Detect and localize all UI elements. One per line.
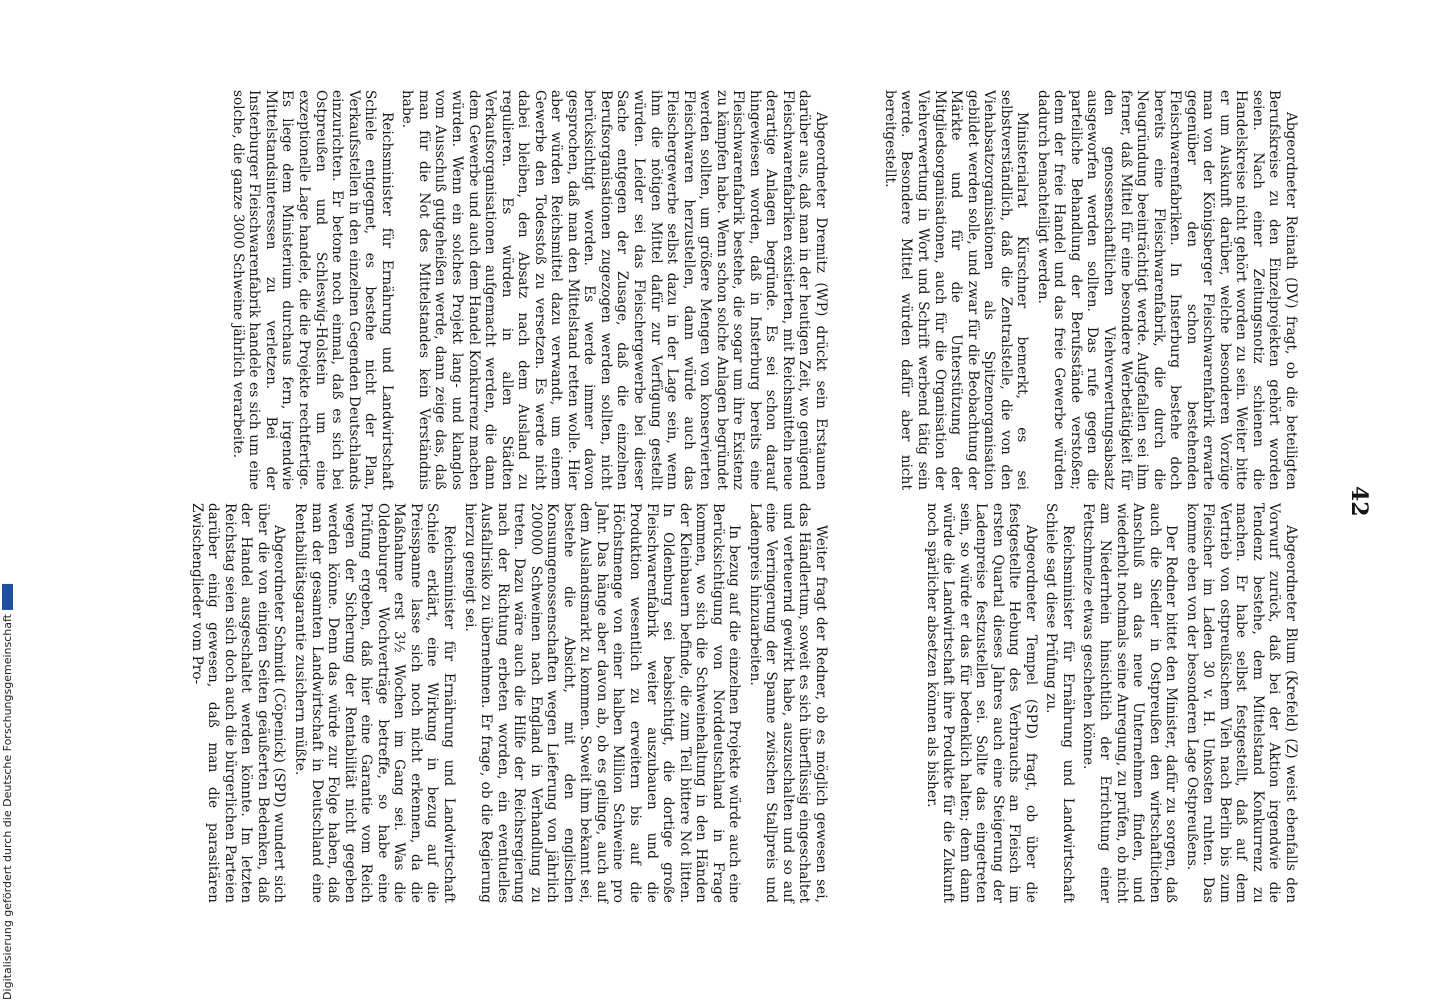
- dfg-logo: [2, 584, 13, 610]
- text-column-left-top: [881, 90, 1299, 490]
- paragraph: Abgeordneter Reinath (DV) fragt, ob die beteiligten Berufskreise zu den Einzelprojekten gehört worden seien. Nach einer Zeitungsnotiz schienen die Handelskreise nicht gehört worden zu sein. Weiter bitte er um Auskunft darüber, welche besonderen Vorzüge man von der Königsberger Fleischwarenfabrik erwarte gegenüber den schon bestehenden Fleischwarenfabriken. In Insterburg bestehe doch bereits eine Fleischwarenfabrik, die durch die Neugründung beeinträchtigt werde. Aufgefallen sei ihm ferner, daß Mittel für eine besondere Werbetätigkeit für den genossenschaftlichen Viehverwertungsabsatz ausgeworfen werden sollten. Das rufe gegen die parteiliche Behandlung der Berufsstände verstoßen; denn der freie Handel und das freie Gewerbe würden dadurch benachteiligt werden.: [1034, 90, 1299, 490]
- paragraph: Abgeordneter Schmidt (Cöpenick) (SPD) wundert sich über die von einigen Seiten geäußerten Bedenken, daß der Handel ausgeschaltet werden könnte. Im letzten Reichstag seien sich doch auch die bürgerlichen Parteien darüber einig gewesen, daß man die parasitären Zwischenglieder vom Pro-: [188, 503, 288, 903]
- text-column-left-bottom: [229, 90, 829, 490]
- paragraph: Abgeordneter Blum (Krefeld) (Z) weist ebenfalls den Vorwurf zurück, daß bei der Aktion irgendwie die Tendenz bestehe, dem Mittelstand Konkurrenz zu machen. Er habe selbst festgestellt, daß auf dem Vertrieb von ostpreußischem Vieh nach Berlin bis zum Fleischer im Laden 30 v. H. Unkosten ruhten. Das komme eben von der besonderen Lage Ostpreußens.: [1183, 503, 1299, 903]
- text-column-right-bottom: [188, 503, 829, 903]
- paragraph: In bezug auf die einzelnen Projekte würde auch eine Berücksichtigung von Norddeutschland in Frage kommen, wo sich die Schweinehaltung in den Händen der Kleinbauern befinde, die zum Teil bittere Not litten. In Oldenburg sei beabsichtigt, die dortige große Fleischwarenfabrik weiter auszubauen und die Produktion wesentlich zu erweitern bis auf die Höchstmenge von einer halben Million Schweine pro Jahr. Das hänge aber davon ab, ob es gelinge, auch auf dem Auslandsmarkt zu kommen. Soweit ihm bekannt sei, bestehe die Absicht, mit den englischen Konsumgenossenschaften wegen Lieferung von jährlich 200000 Schweinen nach England in Verhandlung zu treten. Dazu wäre auch die Hilfe der Reichsregierung nach der Richtung erbeten worden, ein eventuelles Ausfallrisiko zu übernehmen. Er frage, ob die Regierung hierzu geneigt sei.: [461, 503, 743, 903]
- page-number: 42: [1346, 486, 1372, 517]
- paragraph: Reichsminister für Ernährung und Landwirtschaft Schiele entgegnet, es bestehe nicht der Plan, Verkaufsstellen in den einzelnen Gegenden Deutschlands einzurichten. Er betone noch einmal, daß es sich bei Ostpreußen und Schleswig-Holstein um eine exzeptionelle Lage handele, die die Projekte rechtfertige. Es liege dem Ministerium durchaus fern, irgendwie Mittelstandsinteressen zu verletzen. Bei der Insterburger Fleischwarenfabrik handele es sich um eine solche, die ganze 3000 Schweine jährlich verarbeite.: [229, 90, 395, 490]
- paragraph: Abgeordneter Tempel (SPD) fragt, ob über die festgestellte Hebung des Verbrauchs an Fleisch im ersten Quartal dieses Jahres auch eine Steigerung der Ladenpreise festzustellen sei. Sollte das eingetreten sein, so würde er das für bedenklich halten; denn dann würde die Landwirtschaft ihre Produkte für die Zukunft noch spärlicher absetzen können als bisher.: [923, 503, 1039, 903]
- text-column-right-top: [923, 503, 1299, 903]
- digitization-credit: [0, 0, 14, 1000]
- credit-text: Digitalisierung gefördert durch die Deutsche Forschungsgemeinschaft: [0, 614, 14, 1000]
- paragraph: Reichsminister für Ernährung und Landwirtschaft Schiele sagt diese Prüfung zu.: [1043, 503, 1076, 903]
- paragraph: Weiter fragt der Redner, ob es möglich gewesen sei, das Händlertum, soweit es sich überflüssig eingeschaltet und verteuernd gewirkt habe, auszuschalten und so auf eine Verringerung der Spanne zwischen Stallpreis und Ladenpreis hinzuarbeiten.: [746, 503, 829, 903]
- paragraph: Abgeordneter Dremitz (WP) drückt sein Erstaunen darüber aus, daß man in der heutigen Zeit, wo genügend Fleischwarenfabriken existierten, mit Reichsmitteln neue derartige Anlagen begründe. Es sei schon darauf hingewiesen worden, daß in Insterburg bereits eine Fleischwarenfabrik bestehe, die sogar um ihre Existenz zu kämpfen habe. Wenn schon solche Anlagen begründet werden sollten, um größere Mengen von konservierten Fleischwaren herzustellen, dann würde auch das Fleischergewerbe selbst dazu in der Lage sein, wenn ihm die nötigen Mittel dafür zur Verfügung gestellt würden. Leider sei das Fleischergewerbe bei dieser Sache entgegen der Zusage, daß die einzelnen Berufsorganisationen zugezogen werden sollten, nicht berücksichtigt worden. Es werde immer davon gesprochen, daß man den Mittelstand retten wolle. Hier aber würden Reichsmittel dazu verwandt, um einem Gewerbe den Todesstoß zu versetzen. Es werde nicht dabei bleiben, den Absatz nach dem Ausland zu regulieren. Es würden in allen Städten Verkaufsorganisationen aufgemacht werden, die dann dem Gewerbe und auch dem Handel Konkurrenz machen würden. Wenn ein solches Projekt lang- und klanglos vom Ausschuß gutgeheißen werde, dann zeige das, daß man für die Not des Mittelstandes kein Verständnis habe.: [399, 90, 829, 490]
- paragraph: Ministerialrat Kürschner bemerkt, es sei selbstverständlich, daß die Zentralstelle, die von den Viehabsatzorganisationen als Spitzenorganisation gebildet werden solle, und zwar für die Beobachtung der Märkte und für die Unterstützung der Mitgliedsorganisationen, auch für die Organisation der Viehverwertung in Wort und Schrift werbend tätig sein werde. Besondere Mittel würden dafür aber nicht bereitgestellt.: [881, 90, 1031, 490]
- paragraph: Der Redner bittet den Minister, dafür zu sorgen, daß auch die Siedler in Ostpreußen den wirtschaftlichen Anschluß an das neue Unternehmen finden, und wiederholt nochmals seine Anregung, zu prüfen, ob nicht am Niederrhein hinsichtlich der Errichtung einer Fettschmelze etwas geschehen könne.: [1080, 503, 1180, 903]
- paragraph: Reichsminister für Ernährung und Landwirtschaft Schiele erklärt, eine Wirkung in bezug auf die Preisspanne lasse sich noch nicht erkennen, da die Maßnahme erst 3½ Wochen im Gang sei. Was die Oldenburger Wochverträge betreffe, so habe eine Prüfung ergeben, daß hier eine Garantie vom Reich wegen der Sicherung der Rentabilität nicht gegeben werden könne. Denn das würde zur Folge haben, daß man der gesamten Landwirtschaft in Deutschland eine Rentabilitätsgarantie zusichern müßte.: [292, 503, 457, 903]
